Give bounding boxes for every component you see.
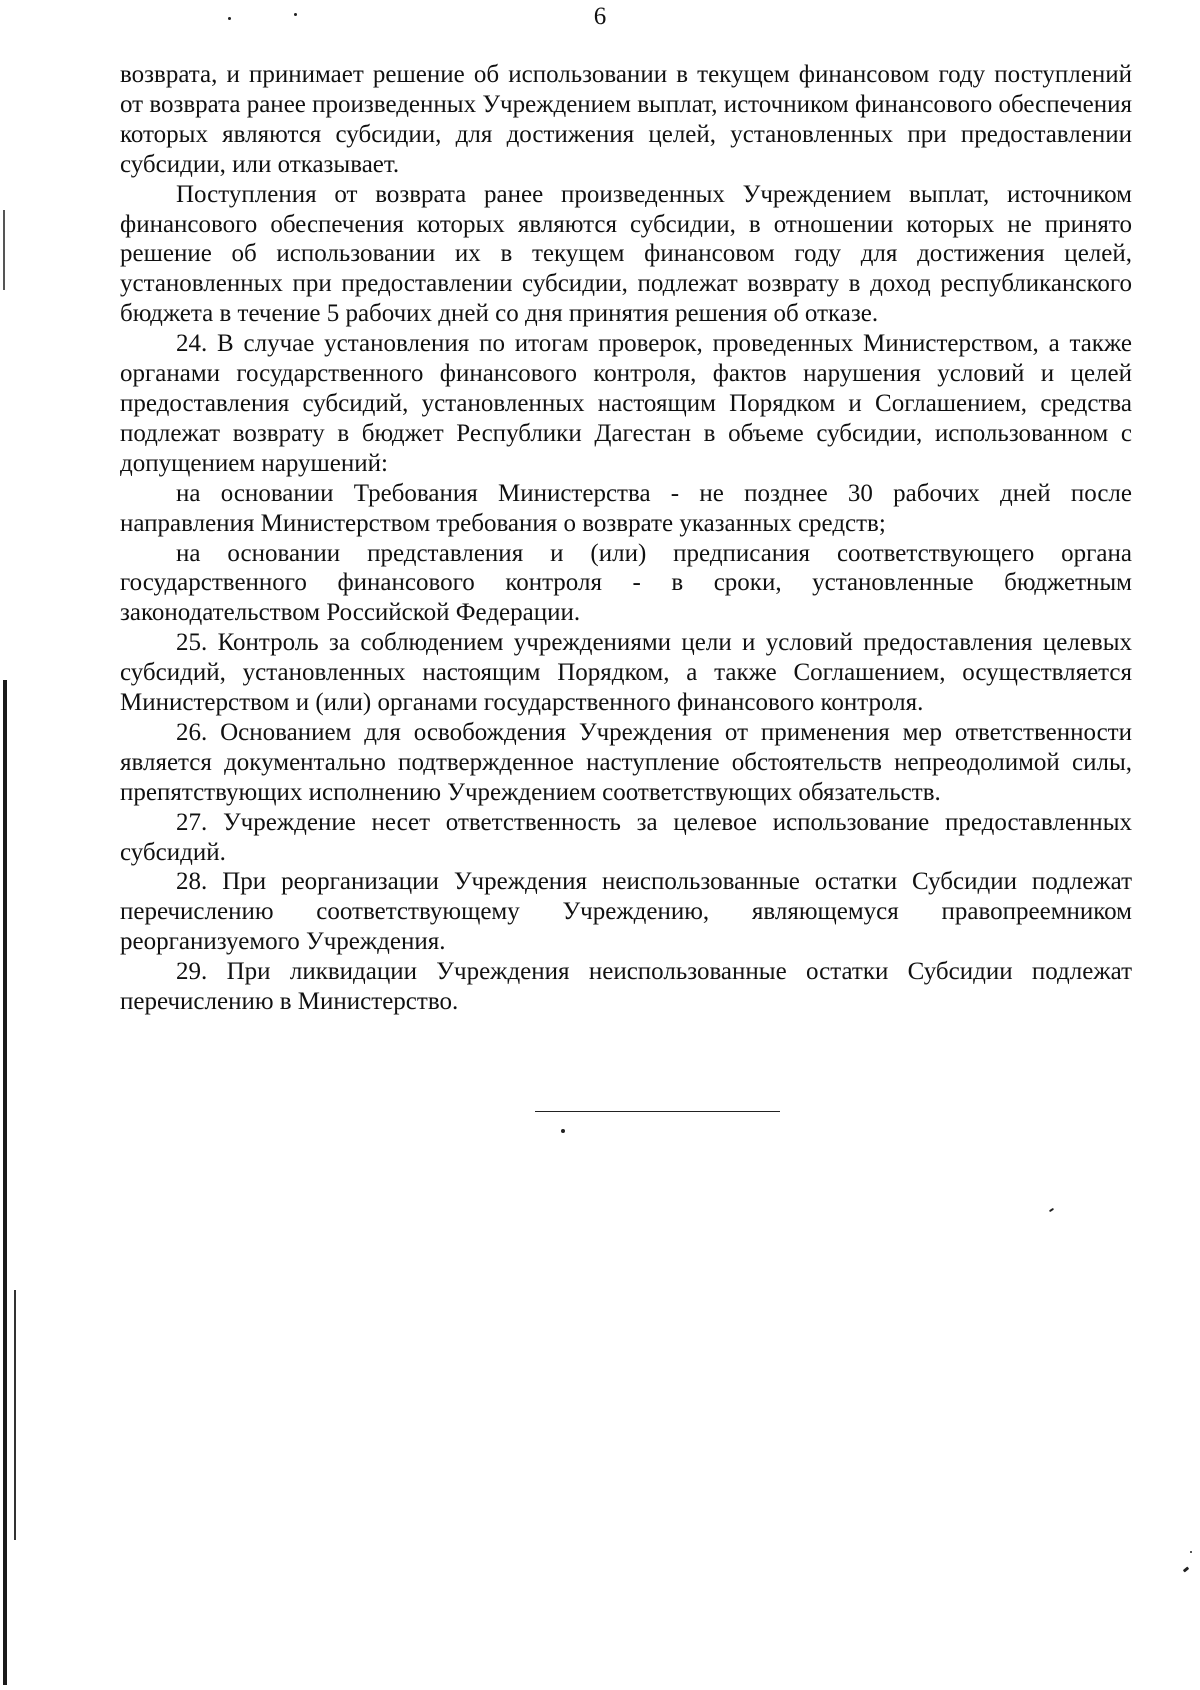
paragraph-24-prescription: на основании представления и (или) предписания соответствующего органа государственного финансового контроля - в сроки, установленные бюджетным законодательством Российской Федерации. <box>120 539 1132 627</box>
paragraph-24: 24. В случае установления по итогам проверок, проведенных Министерством, а также органами государственного финансового контроля, фактов нарушения условий и целей предоставления субсидий, установленных настоящим Порядком и Соглашением, средства подлежат возврату в бюджет Республики Дагестан в объеме субсидии, использованном с допущением нарушений: <box>120 330 1132 477</box>
paragraph-returns: Поступления от возврата ранее произведенных Учреждением выплат, источником финансового обеспечения которых являются субсидии, в отношении которых не принято решение об использовании их в текущем финансовом году для достижения целей, установленных при предоставлении субсидии, подлежат возврату в доход республиканского бюджета в течение 5 рабочих дней со дня принятия решения об отказе. <box>120 180 1132 328</box>
scan-speck <box>228 17 231 20</box>
paragraph-27: 27. Учреждение несет ответственность за целевое использование предоставленных субсидий. <box>120 808 1132 866</box>
scan-speck <box>294 13 297 16</box>
paragraph-continuation: возврата, и принимает решение об использовании в текущем финансовом году поступлений от возврата ранее произведенных Учреждением выплат, источником финансового обеспечения которых являются субсидии, для достижения целей, установленных при предоставлении субсидии, или отказывает. <box>120 61 1132 178</box>
paragraph-25: 25. Контроль за соблюдением учреждениями цели и условий предоставления целевых субсидий, установленных настоящим Порядком, а также Соглашением, осуществляется Министерством и (или) органами государственного финансового контроля. <box>120 629 1132 717</box>
closing-divider <box>535 1111 780 1112</box>
paragraph-26: 26. Основанием для освобождения Учреждения от применения мер ответственности является документально подтвержденное наступление обстоятельств непреодолимой силы, препятствующих исполнению Учреждением соответствующих обязательств. <box>120 718 1132 806</box>
scan-edge-mark <box>14 1290 16 1540</box>
paragraph-29: 29. При ликвидации Учреждения неиспользованные остатки Субсидии подлежат перечислению в Министерство. <box>120 958 1132 1016</box>
scan-speck <box>1190 1551 1192 1553</box>
scan-speck <box>1049 1208 1054 1213</box>
document-body <box>120 60 1132 1017</box>
paragraph-24-requirement: на основании Требования Министерства - не позднее 30 рабочих дней после направления Министерством требования о возврате указанных средств; <box>120 479 1132 537</box>
scan-speck <box>561 1129 565 1133</box>
scan-edge-mark <box>3 210 5 290</box>
scan-speck <box>1183 1566 1190 1572</box>
page-number: 6 <box>593 3 607 30</box>
paragraph-28: 28. При реорганизации Учреждения неиспользованные остатки Субсидии подлежат перечислению соответствующему Учреждению, являющемуся правопреемником реорганизуемого Учреждения. <box>120 868 1132 956</box>
scan-edge-mark <box>3 680 7 1685</box>
